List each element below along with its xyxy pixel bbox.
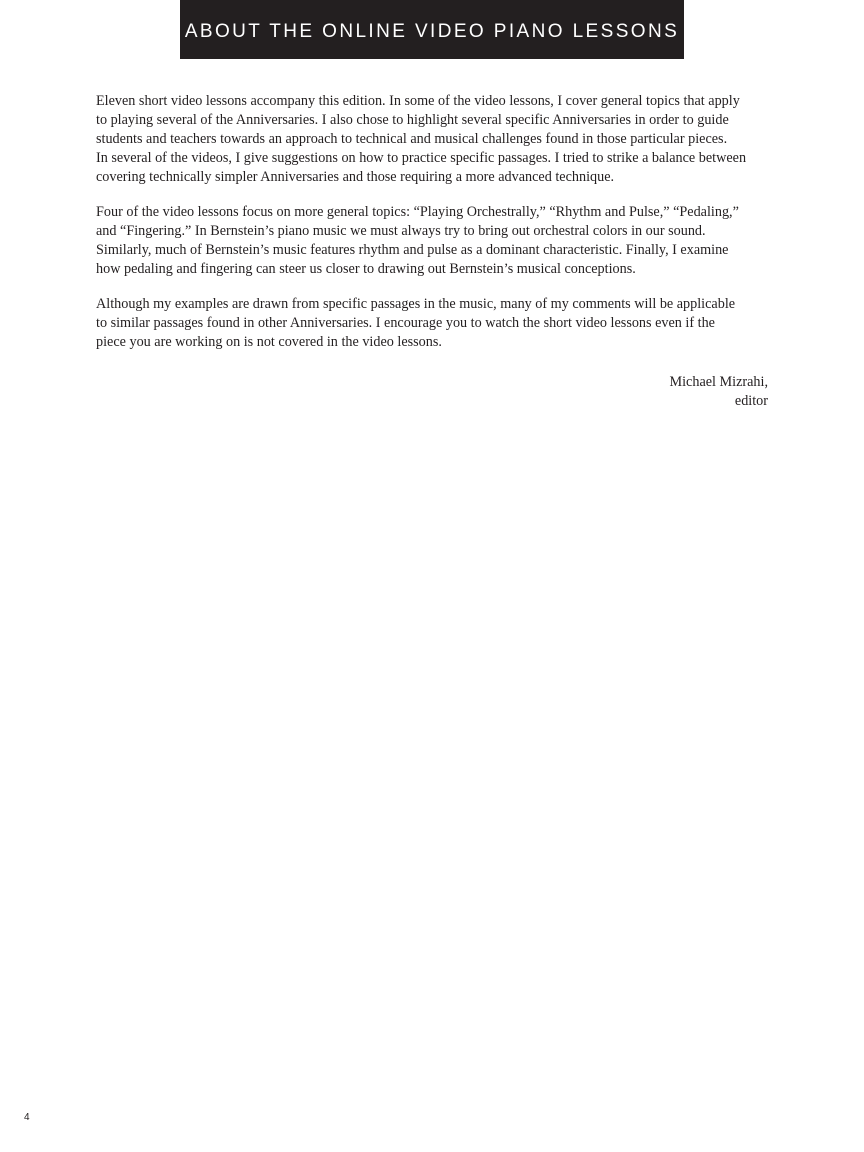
text-line: how pedaling and fingering can steer us closer to drawing out Bernstein’s musical conceptions. (96, 261, 636, 277)
paragraph-2 (96, 203, 776, 279)
text-line: students and teachers towards an approach to technical and musical challenges found in those particular pieces. (96, 131, 728, 147)
text-line: In several of the videos, I give suggestions on how to practice specific passages. I tried to strike a balance between (96, 150, 747, 166)
body-text (96, 92, 776, 368)
paragraph-3 (96, 295, 776, 352)
text-line: to playing several of the Anniversaries. I also chose to highlight several specific Anniversaries in order to guide (96, 112, 729, 128)
text-line: to similar passages found in other Anniversaries. I encourage you to watch the short video lessons even if the (96, 315, 715, 331)
page-title: ABOUT THE ONLINE VIDEO PIANO LESSONS (184, 20, 680, 42)
signature-name: Michael Mizrahi, (669, 374, 768, 390)
signature-role: editor (734, 393, 768, 409)
text-line: Similarly, much of Bernstein’s music features rhythm and pulse as a dominant characteristic. Finally, I examine (96, 242, 729, 258)
text-line: Although my examples are drawn from specific passages in the music, many of my comments will be applicable (96, 296, 736, 312)
text-line: piece you are working on is not covered in the video lessons. (96, 334, 442, 350)
signature (670, 373, 769, 411)
header-banner (180, 0, 684, 59)
text-line: covering technically simpler Anniversaries and those requiring a more advanced technique. (96, 169, 615, 185)
text-line: Eleven short video lessons accompany this edition. In some of the video lessons, I cover general topics that apply (96, 93, 740, 109)
text-line: and “Fingering.” In Bernstein’s piano music we must always try to bring out orchestral colors in our sound. (96, 223, 706, 239)
paragraph-1 (96, 92, 776, 187)
text-line: Four of the video lessons focus on more general topics: “Playing Orchestrally,” “Rhythm and Pulse,” “Pedaling,” (96, 204, 739, 220)
page-number: 4 (24, 1112, 30, 1123)
